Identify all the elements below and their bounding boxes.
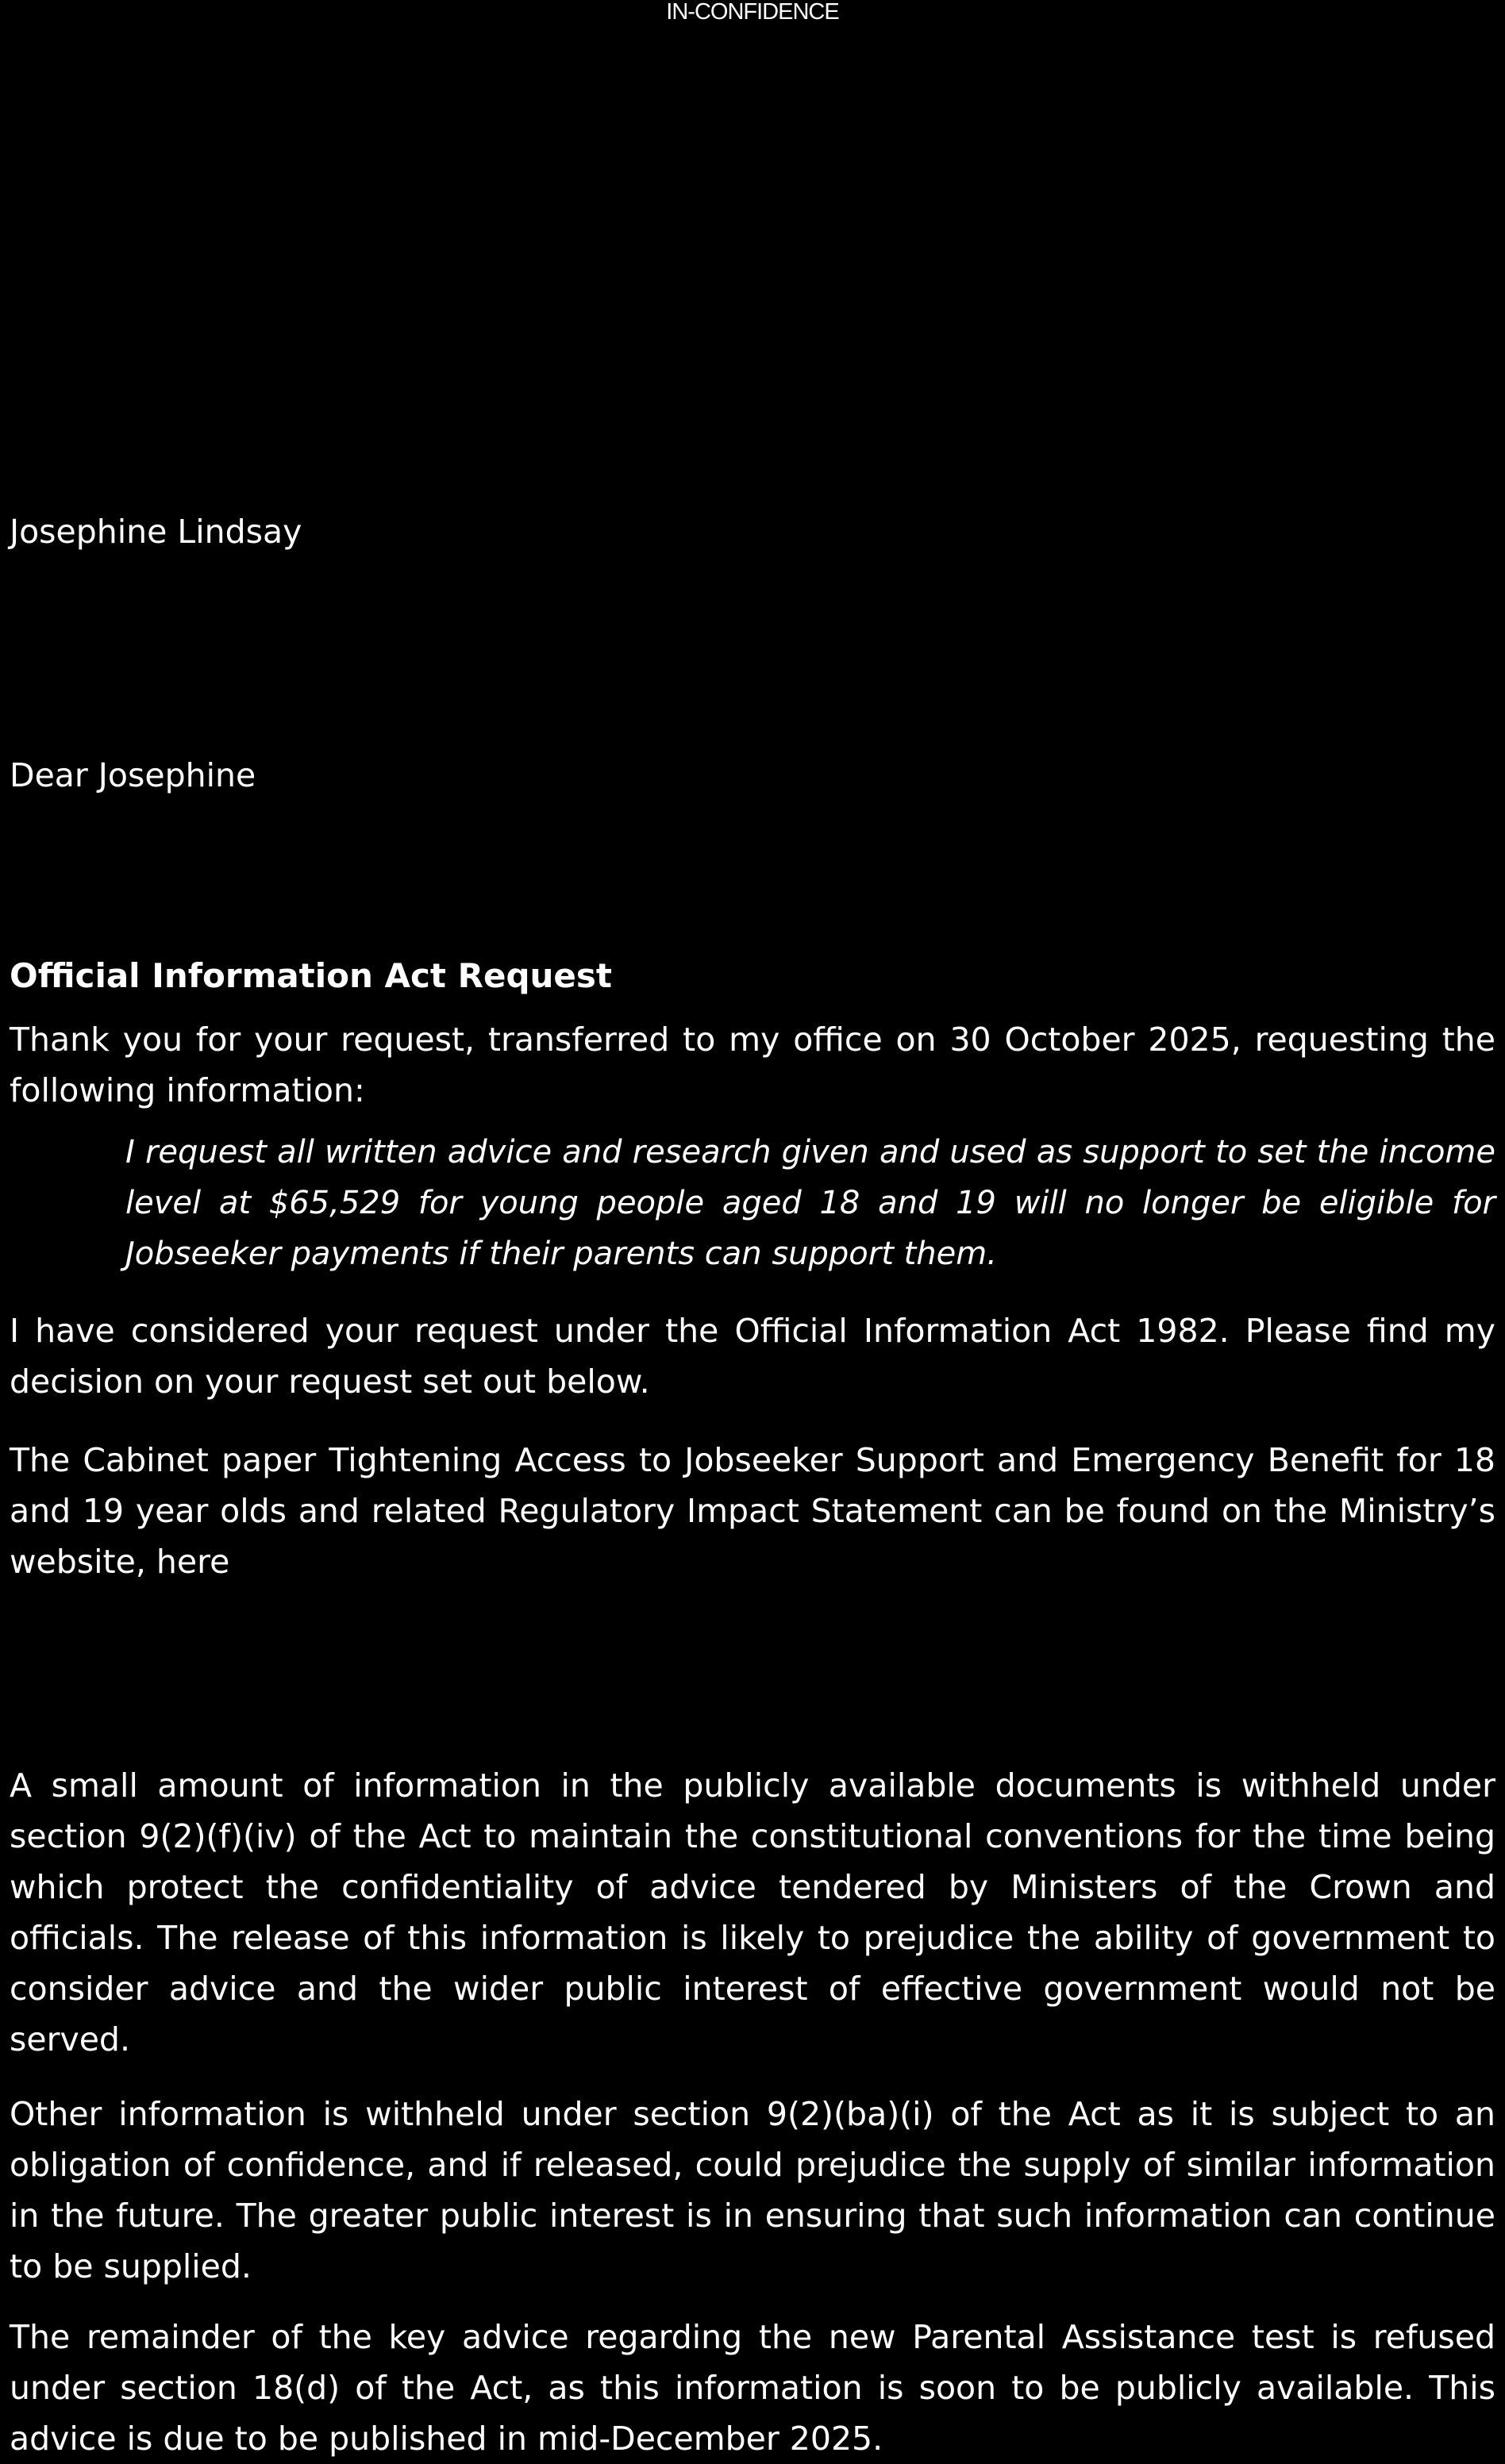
cabinet-paper-text: The Cabinet paper Tightening Access to Jobseeker Support and Emergency Benefit for 18 and 19 year olds and related Regulatory Impact Statement can be found on the Ministry’s website,	[10, 1441, 1495, 1581]
withheld-9-2-f-iv-paragraph: A small amount of information in the publicly available documents is withheld under section 9(2)(f)(iv) of the Act to maintain the constitutional conventions for the time being which protect the confidentiality of advice tendered by Ministers of the Crown and officials. The release of this information is likely to prejudice the ability of government to consider advice and the wider public interest of effective government would not be served.	[10, 1766, 1495, 2058]
letter-heading: Official Information Act Request	[10, 956, 612, 995]
refused-18-d-paragraph: The remainder of the key advice regarding the new Parental Assistance test is refused under section 18(d) of the Act, as this information is soon to be publicly available. This advice is due to be published in mid-December 2025.	[10, 2318, 1495, 2458]
request-quote: I request all written advice and research given and used as support to set the income level at $65,529 for young people aged 18 and 19 will no longer be eligible for Jobseeker payments if their parents can support them.	[125, 1134, 1495, 1272]
considered-paragraph: I have considered your request under the Official Information Act 1982. Please find my decision on your request set out below.	[10, 1312, 1495, 1401]
website-link[interactable]: here	[156, 1543, 230, 1581]
withheld-9-2-ba-i-paragraph: Other information is withheld under section 9(2)(ba)(i) of the Act as it is subject to an obligation of confidence, and if released, could prejudice the supply of similar information in the future. The greater public interest is in ensuring that such information can continue to be supplied.	[10, 2095, 1495, 2285]
cabinet-paper-paragraph	[10, 1435, 1495, 1587]
recipient-name: Josephine Lindsay	[10, 513, 302, 551]
intro-paragraph: Thank you for your request, transferred to my office on 30 October 2025, requesting the following information:	[10, 1021, 1495, 1109]
classification-marking: IN-CONFIDENCE	[666, 0, 839, 25]
salutation: Dear Josephine	[10, 756, 256, 794]
